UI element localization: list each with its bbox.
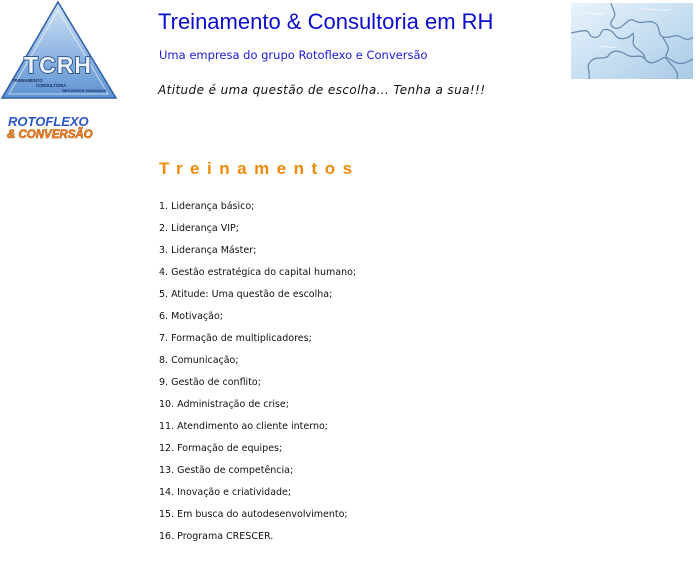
list-item: 1. Liderança básico; [159, 201, 255, 212]
rotoflexo-logo-graphic [6, 114, 112, 140]
list-item: 12. Formação de equipes; [159, 443, 283, 454]
rotoflexo-logo-line1: ROTOFLEXO [8, 114, 89, 129]
puzzle-image [571, 3, 693, 79]
list-item: 11. Atendimento ao cliente interno; [159, 421, 329, 432]
tcrh-logo-line2: CONSULTORIA [36, 83, 67, 88]
list-item: 13. Gestão de competência; [159, 465, 294, 476]
tagline: Atitude é uma questão de escolha... Tenha a sua!!! [158, 83, 486, 97]
tcrh-logo-line1: TREINAMENTO [12, 78, 43, 83]
list-item: 5. Atitude: Uma questão de escolha; [159, 289, 333, 300]
rotoflexo-logo[interactable] [6, 114, 112, 140]
site-title: Treinamento & Consultoria em RH [158, 9, 494, 34]
list-item: 4. Gestão estratégica do capital humano; [159, 267, 357, 278]
list-item: 15. Em busca do autodesenvolvimento; [159, 509, 348, 520]
rotoflexo-logo-line2: & CONVERSÃO [7, 129, 93, 140]
list-item: 7. Formação de multiplicadores; [159, 333, 312, 344]
trainings-heading: Treinamentos [159, 159, 360, 178]
list-item: 9. Gestão de conflito; [159, 377, 261, 388]
list-item: 14. Inovação e criatividade; [159, 487, 292, 498]
list-item: 2. Liderança VIP; [159, 223, 239, 234]
tcrh-logo[interactable] [0, 0, 118, 100]
list-item: 6. Motivação; [159, 311, 223, 322]
trainings-list [159, 200, 356, 552]
list-item: 3. Liderança Máster; [159, 245, 257, 256]
list-item: 8. Comunicação; [159, 355, 239, 366]
tcrh-logo-line3: RECURSOS HUMANOS [62, 88, 107, 93]
tcrh-logo-graphic [0, 0, 118, 100]
site-subtitle: Uma empresa do grupo Rotoflexo e Conversão [159, 48, 428, 62]
tcrh-logo-acronym: TCRH [24, 52, 92, 78]
puzzle-graphic [571, 3, 693, 79]
list-item: 10. Administração de crise; [159, 399, 289, 410]
list-item: 16. Programa CRESCER. [159, 531, 274, 542]
